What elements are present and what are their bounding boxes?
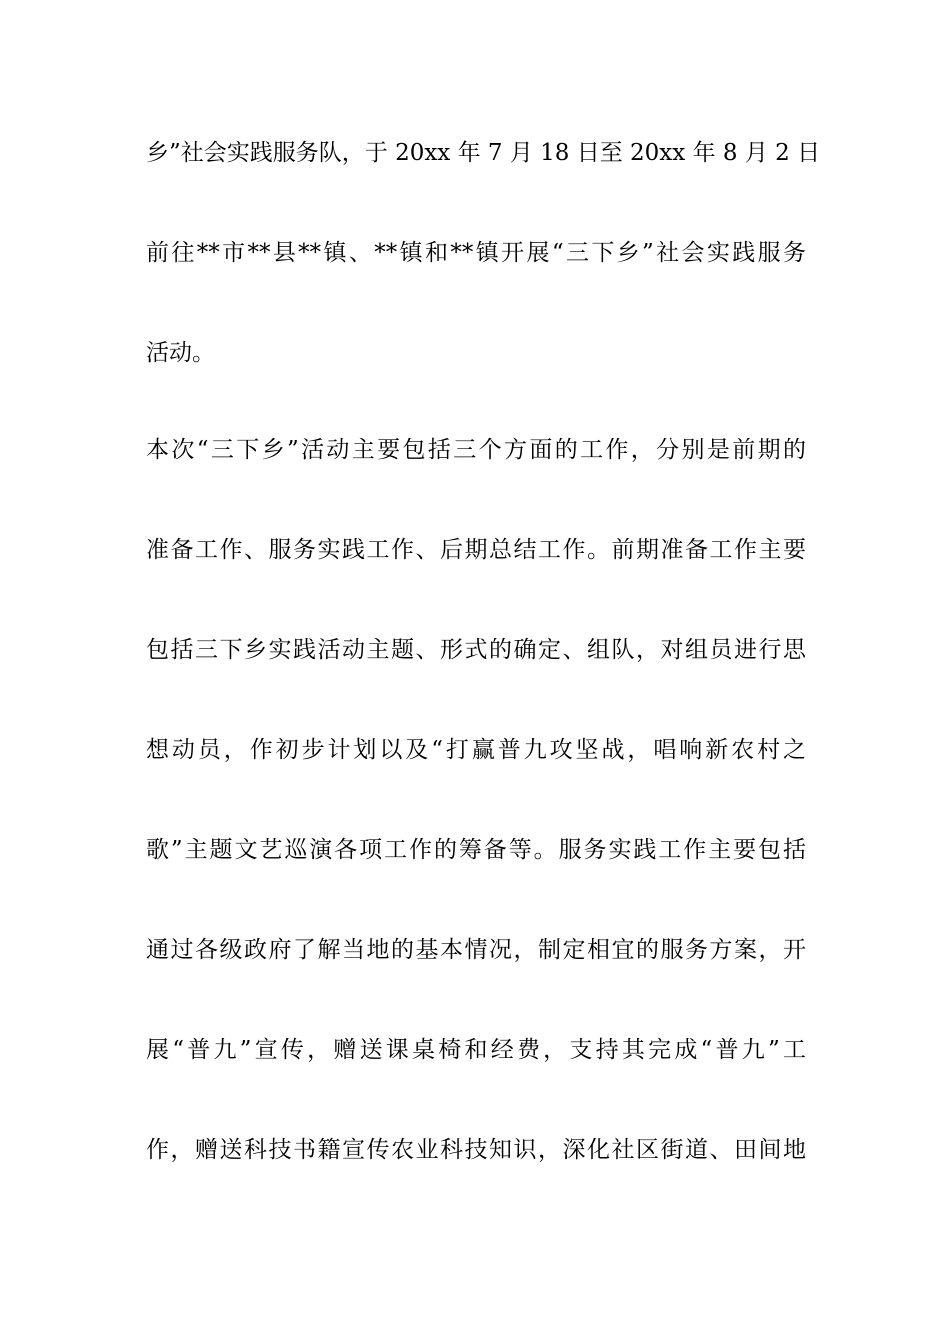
text-line-5: 准备工作、服务实践工作、后期总结工作。前期准备工作主要 xyxy=(146,537,806,563)
text-line-11: 作，赠送科技书籍宣传农业科技知识，深化社区街道、田间地 xyxy=(146,1137,806,1163)
text-line-9: 通过各级政府了解当地的基本情况，制定相宜的服务方案，开 xyxy=(146,937,806,963)
text-line-3: 活动。 xyxy=(146,340,215,366)
text-line-6: 包括三下乡实践活动主题、形式的确定、组队，对组员进行思 xyxy=(146,637,806,663)
text-line-4: 本次“三下乡”活动主要包括三个方面的工作，分别是前期的 xyxy=(146,437,806,463)
text-line-8: 歌”主题文艺巡演各项工作的筹备等。服务实践工作主要包括 xyxy=(146,837,806,863)
text-line-1: 乡”社会实践服务队，于 20xx 年 7 月 18 日至 20xx 年 8 月 2 日 xyxy=(146,140,821,166)
text-line-7: 想动员，作初步计划以及“打赢普九攻坚战，唱响新农村之 xyxy=(146,737,806,763)
text-line-10: 展“普九”宣传，赠送课桌椅和经费，支持其完成“普九”工 xyxy=(146,1037,806,1063)
text-line-2: 前往**市**县**镇、**镇和**镇开展“三下乡”社会实践服务 xyxy=(146,240,806,266)
